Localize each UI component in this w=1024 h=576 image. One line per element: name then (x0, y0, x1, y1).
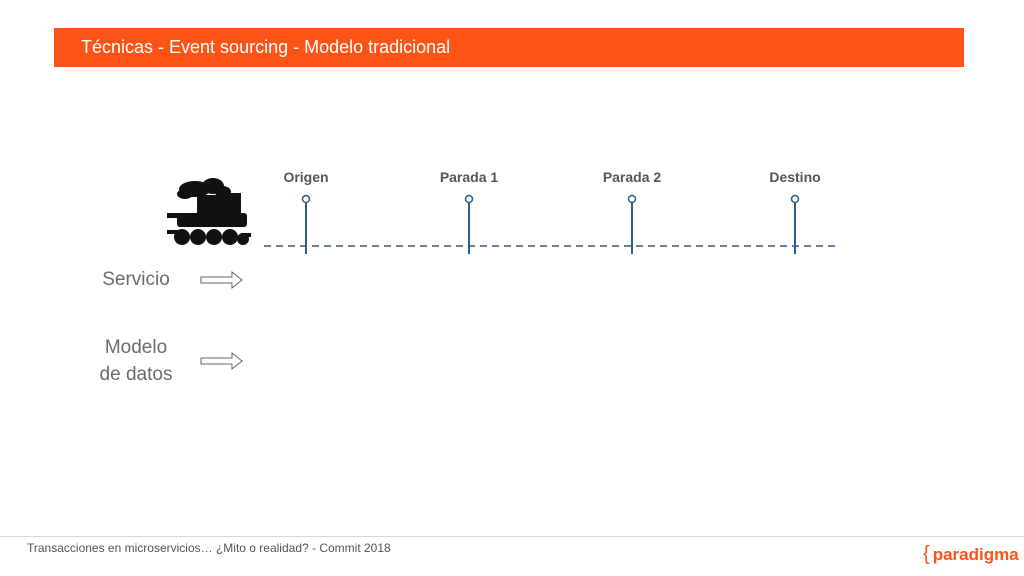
stop-label-parada-1: Parada 1 (439, 169, 499, 185)
stop-marker-origen (303, 196, 310, 255)
stop-label-origen: Origen (283, 169, 329, 185)
paradigma-logo (923, 543, 1019, 566)
stop-label-parada-2: Parada 2 (602, 169, 662, 185)
stop-marker-parada-1 (466, 196, 473, 255)
stop-label-destino: Destino (769, 169, 821, 185)
page-title: Técnicas - Event sourcing - Modelo tradicional (81, 37, 451, 57)
row-label-servicio: Servicio (102, 269, 170, 290)
logo-brace: { (923, 543, 930, 565)
arrow-right-outline-icon (200, 271, 244, 289)
row-label-modelo-line2: de datos (99, 364, 173, 385)
row-label-modelo-datos (90, 334, 182, 388)
row-label-modelo-line1: Modelo (104, 337, 168, 358)
logo-text: paradigma (932, 545, 1019, 564)
footer-divider (0, 536, 1024, 537)
arrow-right-outline-icon (200, 352, 244, 370)
stop-marker-parada-2 (629, 196, 636, 255)
stop-marker-destino (792, 196, 799, 255)
footer-text: Transacciones en microservicios… ¿Mito o realidad? - Commit 2018 (27, 541, 391, 555)
